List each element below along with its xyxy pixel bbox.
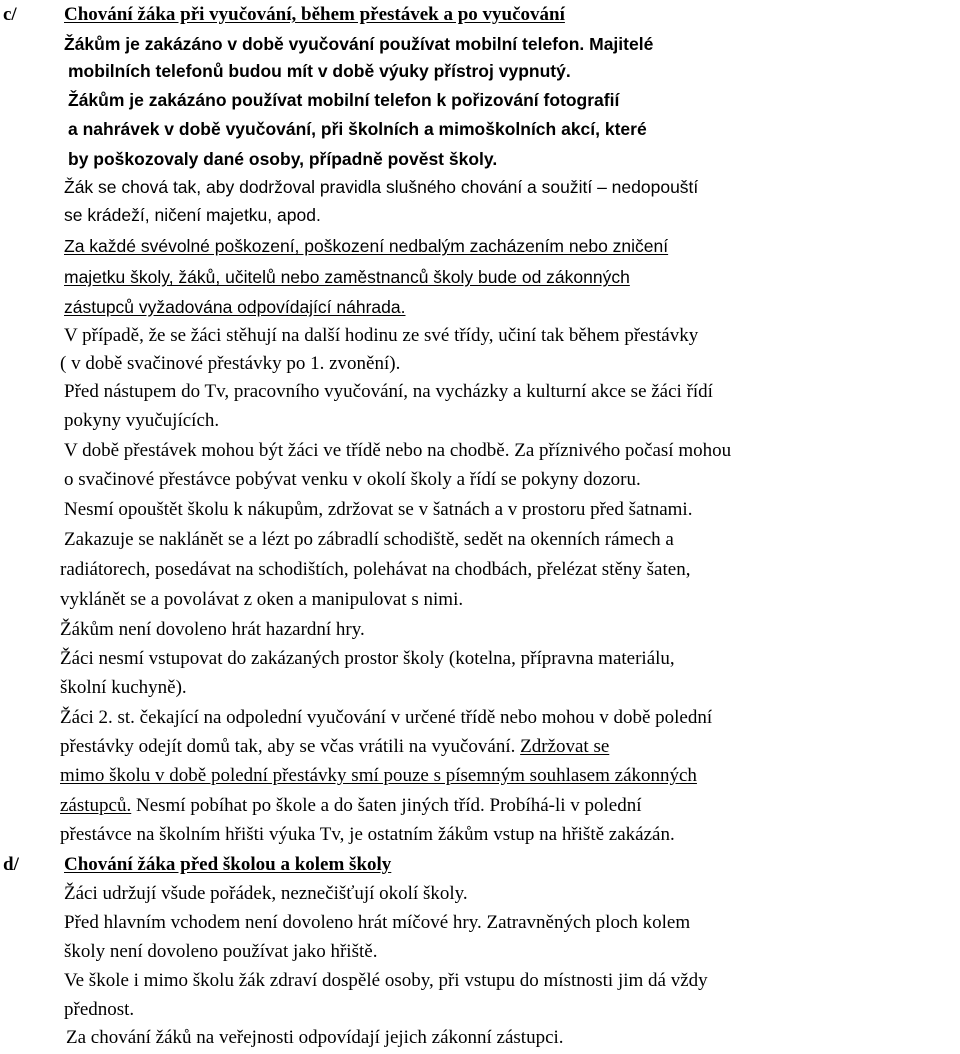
paragraph-line: Před hlavním vchodem není dovoleno hrát míčové hry. Zatravněných ploch kolem	[64, 912, 691, 933]
paragraph-line: radiátorech, posedávat na schodištích, polehávat na chodbách, přelézat stěny šaten,	[60, 559, 691, 580]
paragraph-line: o svačinové přestávce pobývat venku v okolí školy a řídí se pokyny dozoru.	[64, 469, 641, 490]
paragraph-line: Žáci udržují všude pořádek, neznečišťují okolí školy.	[64, 883, 468, 904]
text-span: přestávky odejít domů tak, aby se včas vrátili na vyučování.	[60, 736, 521, 757]
paragraph-line: pokyny vyučujících.	[64, 410, 220, 431]
section-d-label: d/	[3, 854, 19, 875]
paragraph-line: Žákům je zakázáno v době vyučování používat mobilní telefon. Majitelé	[64, 34, 654, 54]
paragraph-line: ( v době svačinové přestávky po 1. zvonění).	[60, 353, 401, 374]
paragraph-line: Za chování žáků na veřejnosti odpovídají jejich zákonní zástupci.	[66, 1027, 564, 1048]
paragraph-line: majetku školy, žáků, učitelů nebo zaměstnanců školy bude od zákonných	[64, 267, 630, 287]
paragraph-line: školní kuchyně).	[60, 677, 187, 698]
text-span: Nesmí pobíhat po škole a do šaten jiných tříd. Probíhá-li v polední	[131, 795, 642, 816]
paragraph-line: Zakazuje se naklánět se a lézt po zábradlí schodiště, sedět na okenních rámech a	[64, 529, 674, 550]
text-span: zástupců.	[60, 795, 132, 816]
section-c-label: c/	[3, 4, 17, 25]
paragraph-line: a nahrávek v době vyučování, při školních a mimoškolních akcí, které	[68, 119, 647, 139]
paragraph-line: Za každé svévolné poškození, poškození nedbalým zacházením nebo zničení	[64, 236, 669, 256]
paragraph-line	[64, 438, 731, 463]
paragraph-line: Žákům není dovoleno hrát hazardní hry.	[60, 619, 365, 640]
paragraph-line: mobilních telefonů budou mít v době výuky přístroj vypnutý.	[68, 61, 571, 81]
paragraph-line: Nesmí opouštět školu k nákupům, zdržovat se v šatnách a v prostoru před šatnami.	[64, 499, 693, 520]
paragraph-line: mimo školu v době polední přestávky smí pouze s písemným souhlasem zákonných	[60, 765, 697, 786]
paragraph-line: Žák se chová tak, aby dodržoval pravidla slušného chování a soužití – nedopouští	[64, 177, 699, 197]
paragraph-line: Žáci 2. st. čekající na odpolední vyučování v určené třídě nebo mohou v době polední	[60, 707, 713, 728]
paragraph-line: Ve škole i mimo školu žák zdraví dospělé osoby, při vstupu do místnosti jim dá vždy	[64, 970, 708, 991]
paragraph-line	[60, 793, 642, 818]
text-span: Za příznivého počasí mohou	[514, 440, 732, 461]
paragraph-line: by poškozovaly dané osoby, případně pověst školy.	[68, 149, 498, 169]
section-c-heading: Chování žáka při vyučování, během přestávek a po vyučování	[64, 4, 565, 25]
paragraph-line: Žáci nesmí vstupovat do zakázaných prostor školy (kotelna, přípravna materiálu,	[60, 648, 675, 669]
paragraph-line	[60, 734, 609, 759]
paragraph-line: V případě, že se žáci stěhují na další hodinu ze své třídy, učiní tak během přestávky	[64, 325, 699, 346]
paragraph-line: se krádeží, ničení majetku, apod.	[64, 205, 321, 225]
text-span: V době přestávek mohou být žáci ve třídě nebo na chodbě.	[64, 440, 515, 461]
paragraph-line: zástupců vyžadována odpovídající náhrada.	[64, 297, 406, 317]
paragraph-line: přednost.	[64, 999, 135, 1020]
paragraph-line: školy není dovoleno používat jako hřiště.	[64, 941, 378, 962]
paragraph-line: Před nástupem do Tv, pracovního vyučování, na vycházky a kulturní akce se žáci řídí	[64, 381, 713, 402]
paragraph-line: přestávce na školním hřišti výuka Tv, je ostatním žákům vstup na hřiště zakázán.	[60, 824, 675, 845]
paragraph-line: Žákům je zakázáno používat mobilní telefon k pořizování fotografií	[68, 90, 620, 110]
section-d-heading: Chování žáka před školou a kolem školy	[64, 854, 392, 875]
paragraph-line: vyklánět se a povolávat z oken a manipulovat s nimi.	[60, 589, 464, 610]
text-span: Zdržovat se	[520, 736, 610, 757]
